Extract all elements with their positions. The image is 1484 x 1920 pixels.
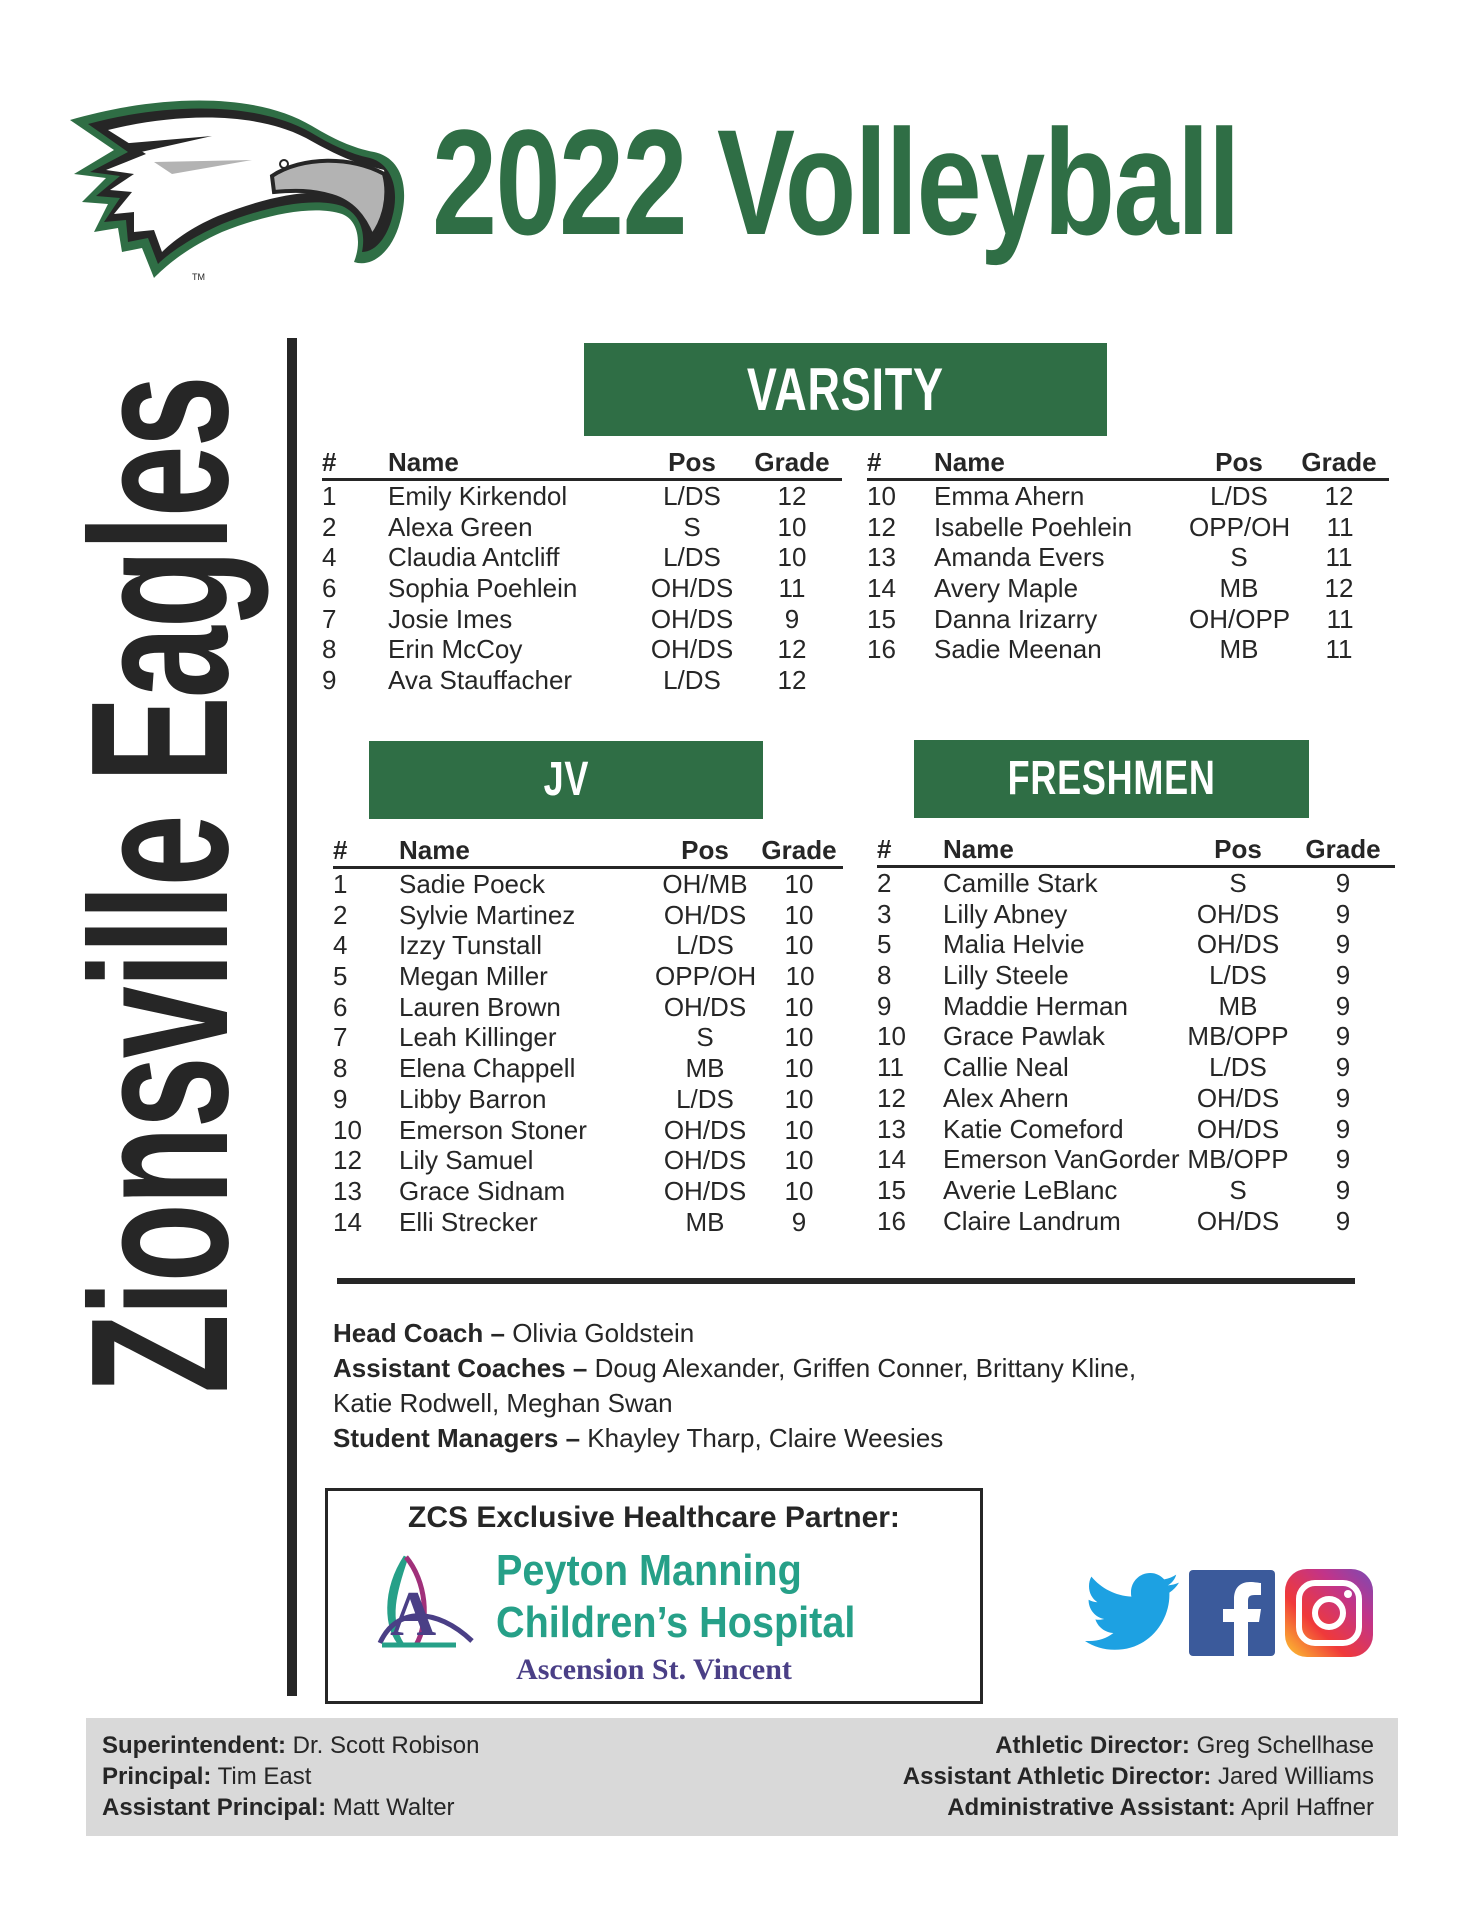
player-number: 8 [877, 960, 892, 991]
player-number: 15 [877, 1174, 906, 1205]
roster-row [333, 1176, 843, 1207]
varsity-roster-right [867, 448, 1389, 665]
player-name: Libby Barron [399, 1083, 547, 1114]
player-position: OH/DS [663, 991, 747, 1022]
footer-left [102, 1730, 479, 1823]
player-position: S [683, 511, 701, 542]
roster-row [333, 992, 843, 1023]
roster-row [333, 900, 843, 931]
freshmen-banner: FRESHMEN [914, 740, 1309, 818]
player-grade: 9 [1335, 1021, 1351, 1052]
player-grade: 10 [784, 869, 814, 899]
player-number: 9 [322, 665, 337, 696]
player-number: 16 [877, 1205, 906, 1236]
sponsor-box [325, 1488, 983, 1704]
student-managers-line: Student Managers – Khayley Tharp, Claire Weesies [333, 1423, 944, 1453]
player-name: Elena Chappell [399, 1053, 576, 1084]
player-name: Emerson Stoner [399, 1114, 587, 1145]
roster-header [322, 448, 842, 481]
roster-row [877, 1083, 1395, 1114]
player-position: S [696, 1022, 714, 1053]
roster-row [867, 512, 1389, 543]
player-grade: 9 [1335, 1113, 1351, 1144]
roster-row [877, 1052, 1395, 1083]
player-grade: 12 [1324, 573, 1354, 604]
player-number: 10 [333, 1114, 362, 1145]
player-grade: 10 [777, 542, 807, 573]
social-icons [1083, 1568, 1373, 1658]
roster-row [877, 1175, 1395, 1206]
player-position: MB [1218, 990, 1258, 1021]
player-position: OPP/OH [1189, 511, 1291, 542]
col-header-name: Name [399, 835, 470, 865]
player-name: Claire Landrum [943, 1205, 1121, 1236]
administrative-assistant: Administrative Assistant: April Haffner [947, 1794, 1374, 1821]
player-number: 13 [333, 1175, 362, 1206]
player-position: OH/OPP [1189, 603, 1291, 634]
side-title-container [50, 335, 269, 1655]
player-position: OH/DS [663, 1175, 747, 1206]
player-grade: 10 [784, 930, 814, 961]
player-number: 4 [322, 542, 337, 573]
col-header-number: # [867, 447, 882, 477]
player-position: OH/DS [1196, 1205, 1280, 1236]
sponsor-name: Peyton Manning Children’s Hospital [496, 1546, 856, 1647]
player-grade: 12 [1324, 481, 1354, 511]
player-name: Malia Helvie [943, 929, 1085, 960]
roster-row [333, 930, 843, 961]
player-number: 6 [333, 991, 348, 1022]
player-number: 2 [333, 899, 348, 930]
roster-row [322, 542, 842, 573]
instagram-icon[interactable] [1285, 1569, 1373, 1657]
roster-row [877, 899, 1395, 930]
roster-row [877, 1021, 1395, 1052]
player-position: S [1229, 868, 1247, 898]
player-number: 14 [333, 1206, 362, 1237]
player-name: Emerson VanGorder [943, 1144, 1180, 1175]
facebook-icon[interactable] [1189, 1570, 1275, 1656]
athletic-director: Athletic Director: Greg Schellhase [995, 1732, 1374, 1759]
col-header-position: Pos [1215, 447, 1263, 477]
player-number: 9 [333, 1083, 348, 1114]
player-number: 14 [877, 1144, 906, 1175]
principal: Principal: Tim East [102, 1763, 312, 1790]
col-header-number: # [322, 447, 337, 477]
player-name: Averie LeBlanc [943, 1174, 1118, 1205]
roster-header [867, 448, 1389, 481]
player-name: Alex Ahern [943, 1082, 1069, 1113]
player-name: Sadie Meenan [934, 634, 1102, 665]
roster-row [322, 573, 842, 604]
svg-text:TM: TM [192, 272, 205, 282]
roster-row [322, 634, 842, 665]
roster-row [877, 991, 1395, 1022]
player-number: 1 [333, 869, 348, 899]
col-header-position: Pos [681, 835, 729, 865]
player-position: OH/DS [650, 603, 734, 634]
col-header-number: # [877, 834, 892, 864]
player-grade: 12 [777, 634, 807, 665]
eagle-logo-icon [62, 92, 412, 282]
roster-header [877, 835, 1395, 868]
player-number: 3 [877, 898, 892, 929]
player-grade: 10 [784, 1145, 814, 1176]
player-number: 2 [877, 868, 892, 898]
roster-row [867, 542, 1389, 573]
player-name: Lilly Steele [943, 960, 1069, 991]
player-grade: 11 [1326, 603, 1354, 634]
player-name: Callie Neal [943, 1052, 1069, 1083]
player-number: 11 [877, 1052, 904, 1083]
roster-row [877, 868, 1395, 899]
roster-row [877, 1206, 1395, 1237]
player-position: OH/DS [1196, 898, 1280, 929]
roster-row [877, 960, 1395, 991]
player-number: 5 [333, 961, 348, 992]
player-number: 15 [867, 603, 896, 634]
player-grade: 9 [1335, 898, 1351, 929]
player-number: 16 [867, 634, 896, 665]
player-name: Katie Comeford [943, 1113, 1124, 1144]
player-name: Amanda Evers [934, 542, 1105, 573]
player-grade: 10 [784, 1114, 814, 1145]
roster-row [867, 573, 1389, 604]
player-grade: 9 [1335, 1144, 1351, 1175]
player-position: OH/DS [1196, 929, 1280, 960]
player-grade: 12 [777, 481, 807, 511]
player-name: Megan Miller [399, 961, 548, 992]
player-position: OH/DS [650, 573, 734, 604]
player-position: OPP/OH [655, 961, 757, 992]
player-number: 10 [877, 1021, 906, 1052]
player-position: OH/MB [662, 869, 748, 899]
freshmen-roster [877, 835, 1395, 1236]
player-name: Isabelle Poehlein [934, 511, 1133, 542]
player-name: Alexa Green [388, 511, 533, 542]
roster-row [333, 1022, 843, 1053]
player-number: 8 [322, 634, 337, 665]
player-grade: 10 [784, 1175, 814, 1206]
player-number: 6 [322, 573, 337, 604]
col-header-name: Name [943, 834, 1014, 864]
col-header-grade: Grade [1305, 834, 1381, 864]
sponsor-subline: Ascension St. Vincent [516, 1653, 792, 1686]
coaching-staff [333, 1316, 1333, 1456]
roster-row [333, 1084, 843, 1115]
roster-row [322, 665, 842, 696]
player-number: 14 [867, 573, 896, 604]
side-vertical-rule [287, 338, 297, 1696]
roster-row [322, 512, 842, 543]
footer-right [903, 1730, 1374, 1823]
roster-row [333, 869, 843, 900]
roster-row [867, 634, 1389, 665]
player-grade: 9 [1335, 1052, 1351, 1083]
roster-row [333, 961, 843, 992]
player-name: Grace Pawlak [943, 1021, 1105, 1052]
player-number: 13 [867, 542, 896, 573]
player-number: 7 [333, 1022, 348, 1053]
player-number: 13 [877, 1113, 906, 1144]
player-number: 9 [877, 990, 892, 1021]
player-name: Maddie Herman [943, 990, 1128, 1021]
player-grade: 9 [784, 603, 800, 634]
player-grade: 9 [1335, 960, 1351, 991]
player-position: L/DS [1209, 960, 1267, 991]
player-name: Grace Sidnam [399, 1175, 566, 1206]
player-position: OH/DS [663, 1145, 747, 1176]
player-grade: 9 [791, 1206, 807, 1237]
player-grade: 10 [784, 1022, 814, 1053]
roster-row [322, 604, 842, 635]
player-grade: 10 [777, 511, 807, 542]
assistant-principal: Assistant Principal: Matt Walter [102, 1794, 455, 1821]
roster-row [333, 1145, 843, 1176]
varsity-banner: VARSITY [584, 343, 1107, 436]
player-grade: 11 [1325, 542, 1353, 573]
side-title: Zionsville Eagles [50, 377, 269, 1394]
player-position: L/DS [676, 1083, 734, 1114]
assistant-athletic-director: Assistant Athletic Director: Jared Williams [902, 1763, 1374, 1790]
roster-row [333, 1207, 843, 1238]
player-name: Ava Stauffacher [388, 665, 573, 696]
player-grade: 11 [1326, 511, 1354, 542]
superintendent: Superintendent: Dr. Scott Robison [102, 1732, 480, 1759]
player-position: S [1229, 1174, 1247, 1205]
player-position: L/DS [663, 481, 721, 511]
player-name: Lily Samuel [399, 1145, 534, 1176]
player-grade: 12 [777, 665, 807, 696]
player-position: L/DS [663, 665, 721, 696]
col-header-grade: Grade [754, 447, 830, 477]
head-coach-line: Head Coach – Olivia Goldstein [333, 1318, 695, 1348]
twitter-icon[interactable] [1083, 1573, 1179, 1653]
player-position: OH/DS [650, 634, 734, 665]
roster-row [867, 604, 1389, 635]
player-position: MB [685, 1053, 725, 1084]
player-grade: 9 [1335, 1174, 1351, 1205]
assistant-coaches-line-2: Katie Rodwell, Meghan Swan [333, 1388, 673, 1418]
player-position: MB [1219, 634, 1259, 665]
roster-row [333, 1053, 843, 1084]
player-grade: 11 [778, 573, 806, 604]
col-header-grade: Grade [1301, 447, 1377, 477]
sponsor-heading: ZCS Exclusive Healthcare Partner: [408, 1501, 900, 1534]
page-title: 2022 Volleyball [432, 98, 1239, 266]
player-position: S [1230, 542, 1248, 573]
assistant-coaches-line: Assistant Coaches – Doug Alexander, Griffen Conner, Brittany Kline, [333, 1353, 1137, 1383]
player-name: Leah Killinger [399, 1022, 557, 1053]
varsity-roster-left [322, 448, 842, 696]
player-name: Avery Maple [934, 573, 1079, 604]
col-header-grade: Grade [761, 835, 837, 865]
ascension-trinity-logo-icon [376, 1551, 476, 1651]
player-position: OH/DS [663, 1114, 747, 1145]
player-name: Claudia Antcliff [388, 542, 560, 573]
col-header-position: Pos [668, 447, 716, 477]
player-grade: 10 [784, 991, 814, 1022]
roster-header [333, 836, 843, 869]
roster-row [877, 929, 1395, 960]
roster-row [867, 481, 1389, 512]
player-name: Sadie Poeck [399, 869, 545, 899]
player-number: 10 [867, 481, 896, 511]
roster-row [877, 1144, 1395, 1175]
col-header-number: # [333, 835, 348, 865]
player-position: L/DS [1210, 481, 1268, 511]
player-number: 1 [322, 481, 337, 511]
player-position: L/DS [1209, 1052, 1267, 1083]
section-divider [337, 1278, 1355, 1284]
col-header-name: Name [388, 447, 459, 477]
player-name: Danna Irizarry [934, 603, 1098, 634]
player-name: Lilly Abney [943, 898, 1068, 929]
player-position: OH/DS [663, 899, 747, 930]
player-grade: 9 [1335, 1205, 1351, 1236]
player-grade: 10 [784, 1053, 814, 1084]
player-grade: 9 [1335, 929, 1351, 960]
col-header-position: Pos [1214, 834, 1262, 864]
player-grade: 10 [784, 1083, 814, 1114]
player-number: 4 [333, 930, 348, 961]
player-name: Camille Stark [943, 868, 1098, 898]
player-name: Sophia Poehlein [388, 573, 578, 604]
player-number: 2 [322, 511, 337, 542]
jv-banner: JV [369, 741, 763, 819]
player-position: MB/OPP [1187, 1021, 1289, 1052]
player-number: 7 [322, 603, 337, 634]
player-position: OH/DS [1196, 1082, 1280, 1113]
player-position: MB [685, 1206, 725, 1237]
player-name: Lauren Brown [399, 991, 561, 1022]
roster-row [877, 1114, 1395, 1145]
player-position: L/DS [676, 930, 734, 961]
player-grade: 11 [1325, 634, 1353, 665]
player-name: Elli Strecker [399, 1206, 538, 1237]
player-number: 12 [867, 511, 896, 542]
player-name: Josie Imes [388, 603, 513, 634]
player-grade: 9 [1335, 1082, 1351, 1113]
player-number: 12 [877, 1082, 906, 1113]
player-position: L/DS [663, 542, 721, 573]
player-name: Emily Kirkendol [388, 481, 568, 511]
player-number: 5 [877, 929, 892, 960]
player-position: OH/DS [1196, 1113, 1280, 1144]
svg-text:A: A [390, 1578, 437, 1649]
player-position: MB/OPP [1187, 1144, 1289, 1175]
player-number: 8 [333, 1053, 348, 1084]
player-grade: 9 [1335, 868, 1351, 898]
jv-roster [333, 836, 843, 1237]
player-number: 12 [333, 1145, 362, 1176]
roster-row [333, 1115, 843, 1146]
player-name: Emma Ahern [934, 481, 1085, 511]
player-name: Sylvie Martinez [399, 899, 576, 930]
roster-row [322, 481, 842, 512]
player-name: Erin McCoy [388, 634, 523, 665]
player-name: Izzy Tunstall [399, 930, 543, 961]
administration-footer [86, 1718, 1398, 1836]
player-grade: 10 [785, 961, 815, 992]
col-header-name: Name [934, 447, 1005, 477]
player-grade: 10 [784, 899, 814, 930]
player-grade: 9 [1335, 990, 1351, 1021]
player-position: MB [1219, 573, 1259, 604]
